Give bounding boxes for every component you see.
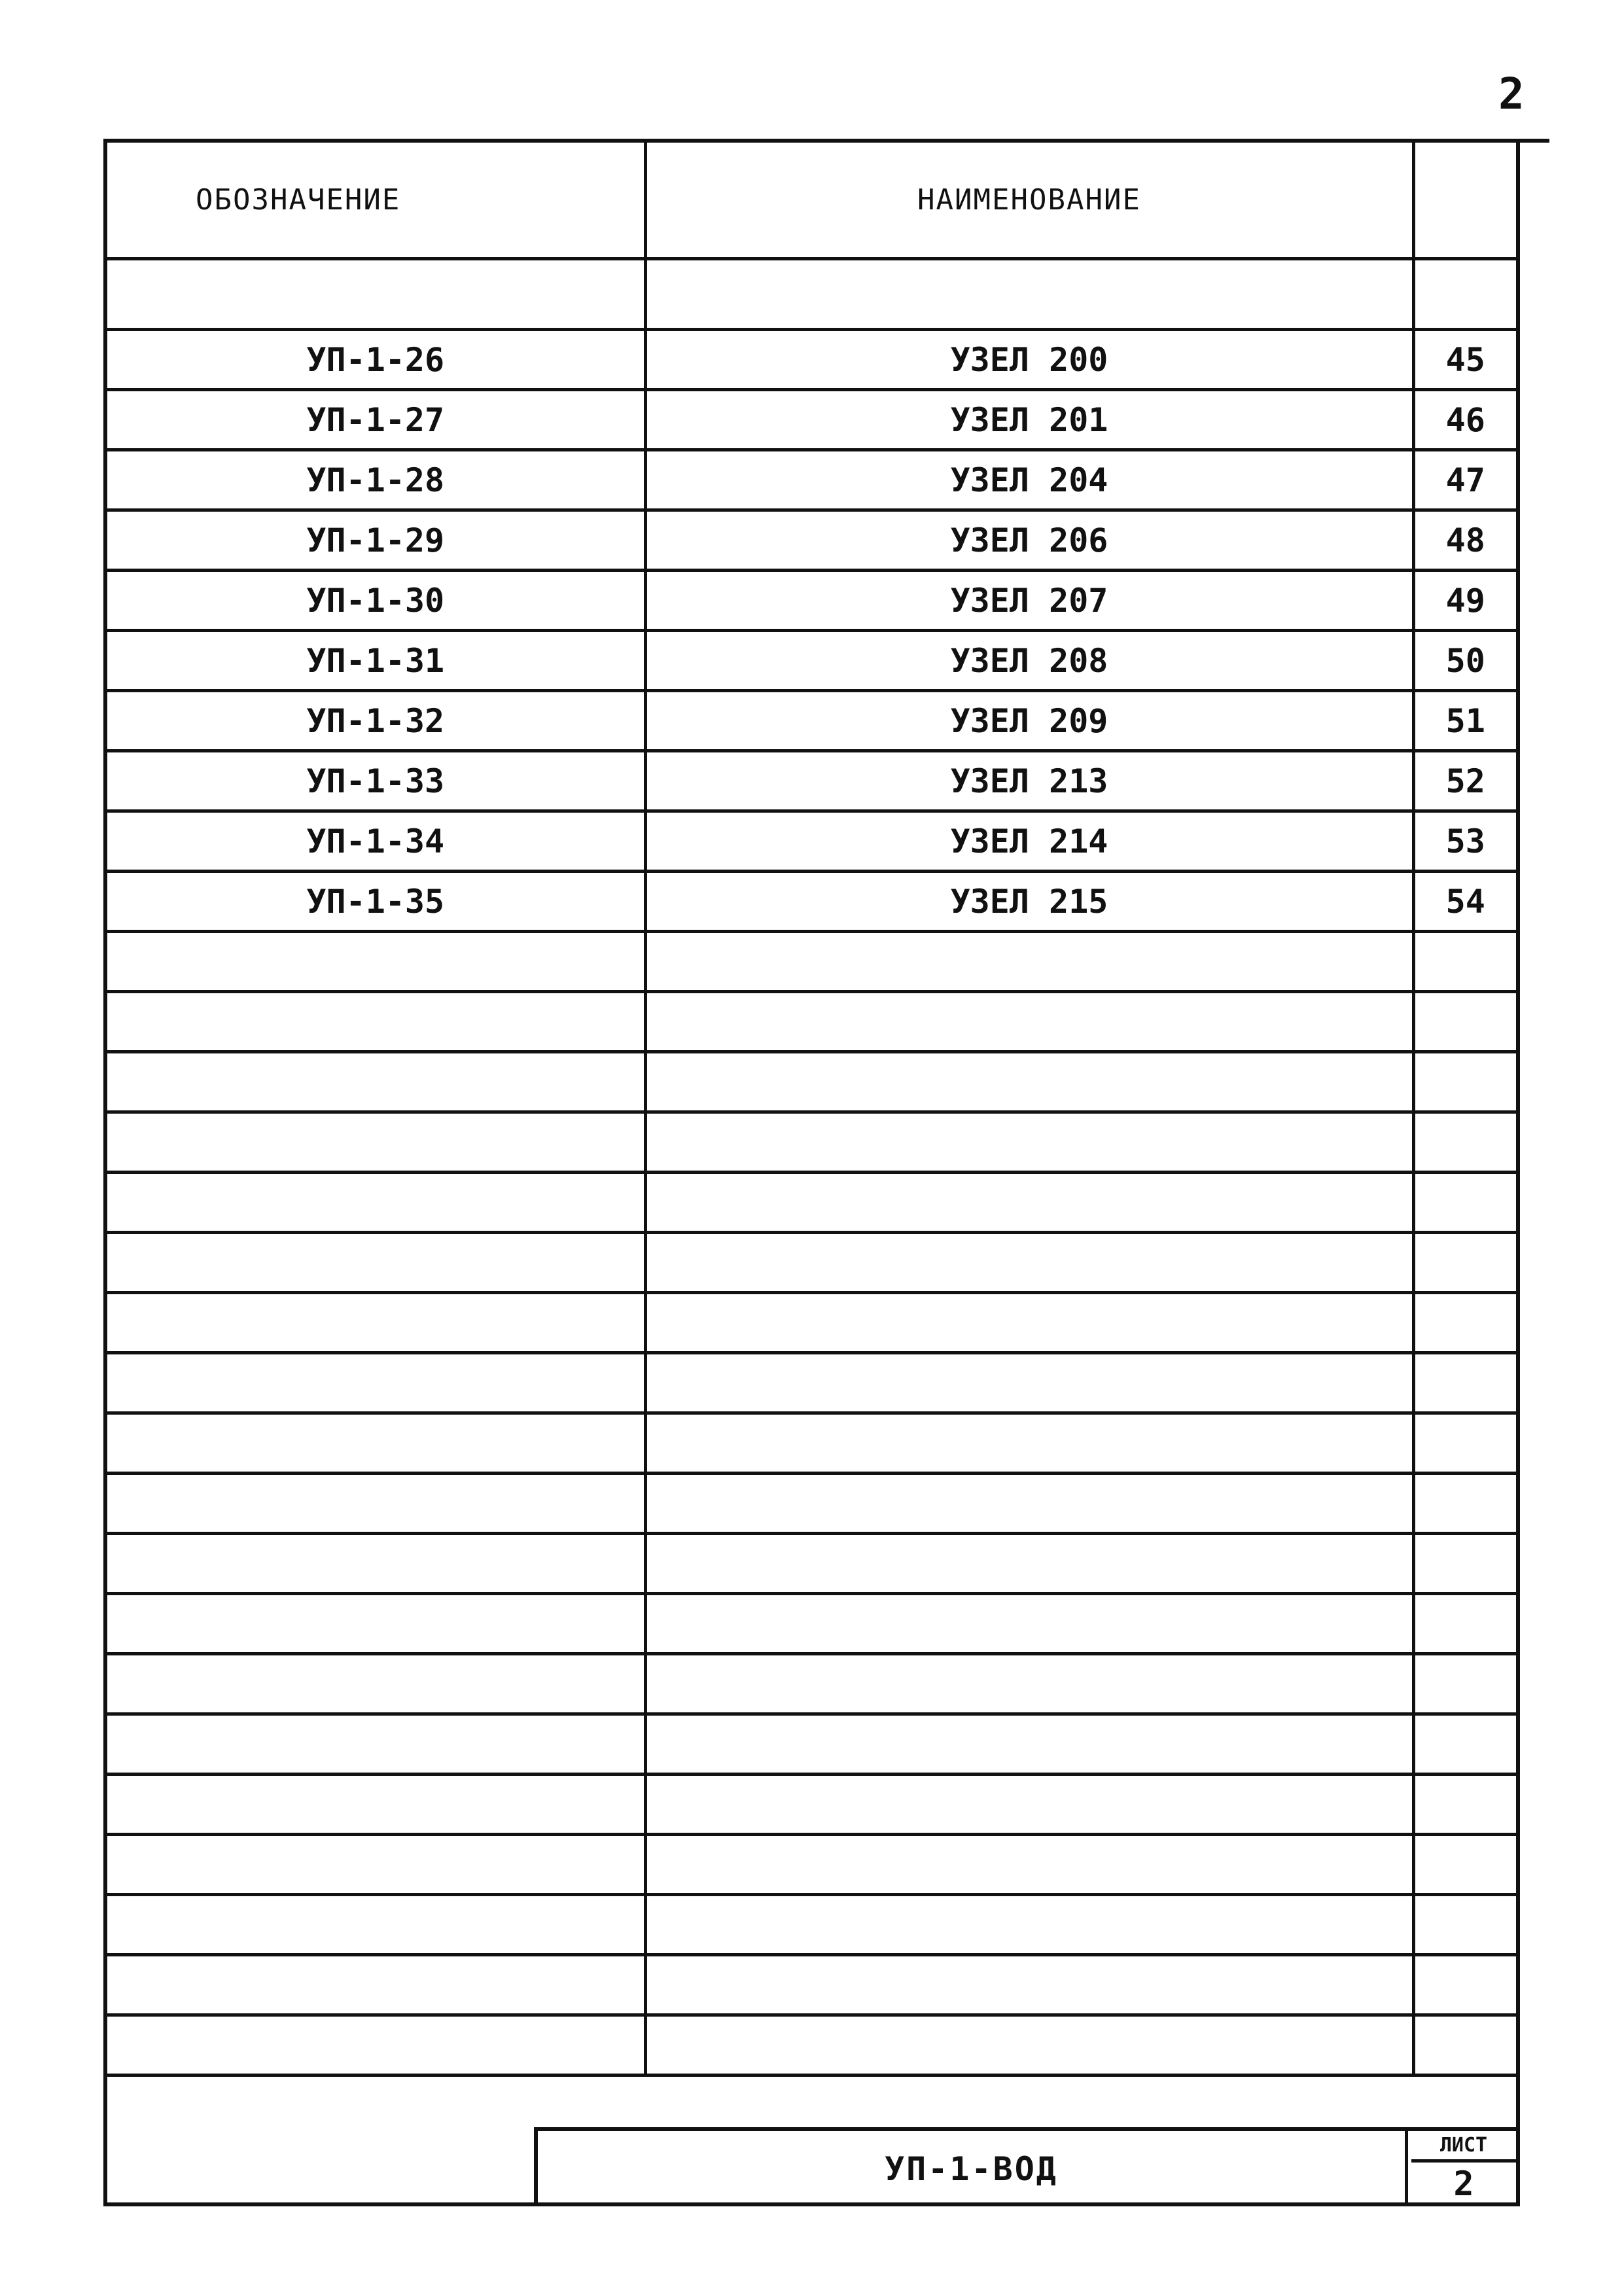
document-code: УП-1-ВОД — [538, 2131, 1408, 2206]
sheet-cell: 45 — [1413, 330, 1516, 390]
blank-row — [107, 1353, 1516, 1413]
name-cell: УЗЕЛ 207 — [645, 571, 1413, 631]
table-row — [107, 691, 1516, 751]
designation-cell: УП-1-35 — [107, 872, 645, 932]
blank-row — [107, 1775, 1516, 1835]
name-cell: УЗЕЛ 208 — [645, 631, 1413, 691]
designation-cell: УП-1-26 — [107, 330, 645, 390]
blank-row — [107, 932, 1516, 992]
sheet-cell: 52 — [1413, 751, 1516, 811]
table-row — [107, 571, 1516, 631]
designation-cell: УП-1-32 — [107, 691, 645, 751]
blank-row — [107, 1895, 1516, 1955]
blank-row — [107, 2015, 1516, 2075]
blank-row — [107, 1654, 1516, 1714]
name-cell: УЗЕЛ 214 — [645, 811, 1413, 872]
blank-row — [107, 1173, 1516, 1233]
designation-cell: УП-1-30 — [107, 571, 645, 631]
blank-row — [107, 992, 1516, 1052]
header-designation: ОБОЗНАЧЕНИЕ — [107, 143, 645, 259]
blank-row — [107, 1052, 1516, 1112]
name-cell: УЗЕЛ 209 — [645, 691, 1413, 751]
spacer-row — [107, 259, 1516, 330]
blank-row — [107, 1233, 1516, 1293]
register-table — [107, 143, 1516, 2077]
sheet-cell: 49 — [1413, 571, 1516, 631]
name-cell: УЗЕЛ 215 — [645, 872, 1413, 932]
sheet-cell: 47 — [1413, 450, 1516, 510]
designation-cell: УП-1-33 — [107, 751, 645, 811]
sheet-cell: 46 — [1413, 390, 1516, 450]
table-row — [107, 390, 1516, 450]
name-cell: УЗЕЛ 213 — [645, 751, 1413, 811]
sheet-number: 2 — [1453, 2164, 1474, 2204]
header-row — [107, 143, 1516, 259]
designation-cell: УП-1-27 — [107, 390, 645, 450]
sheet-cell: 54 — [1413, 872, 1516, 932]
table-row — [107, 510, 1516, 571]
page-number: 2 — [1498, 69, 1525, 119]
blank-row — [107, 1955, 1516, 2015]
table-row — [107, 330, 1516, 390]
designation-cell: УП-1-31 — [107, 631, 645, 691]
sheet-label: ЛИСТ — [1411, 2131, 1516, 2163]
table-row — [107, 872, 1516, 932]
blank-row — [107, 1594, 1516, 1654]
name-cell: УЗЕЛ 204 — [645, 450, 1413, 510]
designation-cell: УП-1-29 — [107, 510, 645, 571]
blank-row — [107, 1534, 1516, 1594]
designation-cell: УП-1-28 — [107, 450, 645, 510]
sheet-cell: 53 — [1413, 811, 1516, 872]
sheet-cell: 48 — [1413, 510, 1516, 571]
table-row — [107, 751, 1516, 811]
name-cell: УЗЕЛ 200 — [645, 330, 1413, 390]
blank-row — [107, 1112, 1516, 1173]
sheet-cell: 50 — [1413, 631, 1516, 691]
title-block — [534, 2127, 1516, 2206]
name-cell: УЗЕЛ 201 — [645, 390, 1413, 450]
blank-row — [107, 1293, 1516, 1353]
name-cell: УЗЕЛ 206 — [645, 510, 1413, 571]
designation-cell: УП-1-34 — [107, 811, 645, 872]
sheet-cell: 51 — [1413, 691, 1516, 751]
blank-row — [107, 1413, 1516, 1474]
table-row — [107, 631, 1516, 691]
table-row — [107, 811, 1516, 872]
header-sheet — [1413, 143, 1516, 259]
table-row — [107, 450, 1516, 510]
blank-row — [107, 1474, 1516, 1534]
header-name: НАИМЕНОВАНИЕ — [645, 143, 1413, 259]
drawing-sheet — [103, 139, 1520, 2206]
blank-row — [107, 1714, 1516, 1775]
blank-row — [107, 1835, 1516, 1895]
